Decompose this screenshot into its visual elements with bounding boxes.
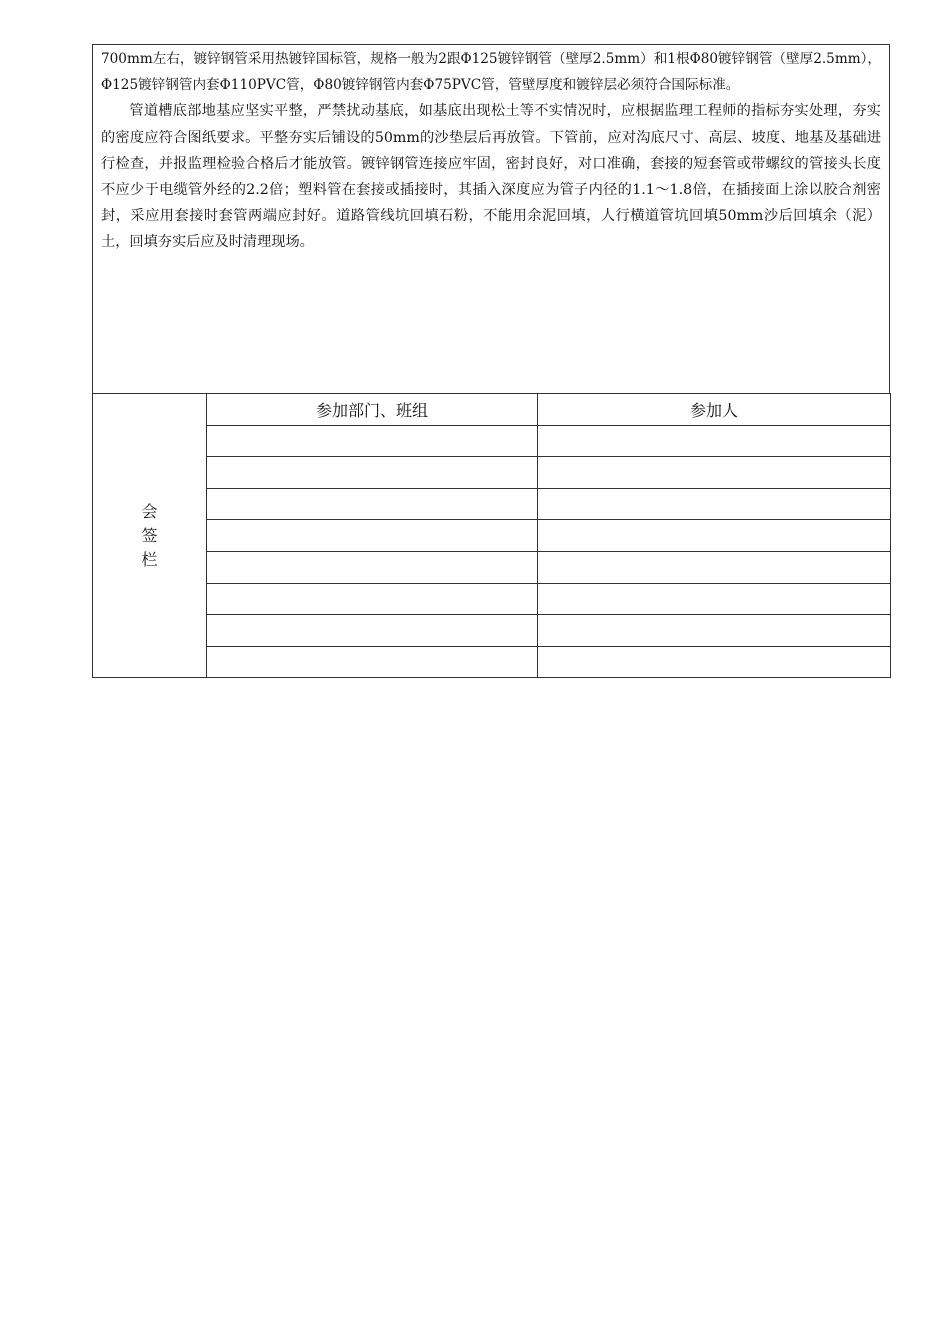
- signoff-row: [93, 425, 891, 457]
- participant-cell[interactable]: [538, 425, 891, 457]
- participant-cell[interactable]: [538, 615, 891, 647]
- participant-cell[interactable]: [538, 583, 891, 615]
- participant-cell[interactable]: [538, 457, 891, 489]
- signoff-label-char: 会: [141, 501, 158, 521]
- participant-cell[interactable]: [538, 488, 891, 520]
- signoff-row: [93, 551, 891, 583]
- signoff-label-cell: [93, 394, 207, 678]
- description-box: [92, 44, 890, 394]
- department-cell[interactable]: [207, 520, 538, 552]
- signoff-label: [141, 500, 157, 572]
- department-cell[interactable]: [207, 551, 538, 583]
- department-cell[interactable]: [207, 615, 538, 647]
- participant-cell[interactable]: [538, 520, 891, 552]
- document-page: [92, 44, 890, 678]
- signoff-label-char: 栏: [141, 549, 158, 569]
- signoff-table: [92, 393, 891, 678]
- paragraph-pipe-spec: 700mm左右，镀锌钢管采用热镀锌国标管，规格一般为2跟Φ125镀锌钢管（壁厚2.5mm）和1根Φ80镀锌钢管（壁厚2.5mm），Φ125镀锌钢管内套Φ110PVC管，Φ80镀锌钢管内套Φ75PVC管，管壁厚度和镀锌层必须符合国际标准。: [101, 51, 881, 94]
- signoff-row: [93, 583, 891, 615]
- paragraph-trench-works: 管道槽底部地基应坚实平整，严禁扰动基底，如基底出现松土等不实情况时，应根据监理工程师的指标夯实处理，夯实的密度应符合图纸要求。平整夯实后铺设的50mm的沙垫层后再放管。下管前，应对沟底尺寸、高层、坡度、地基及基础进行检查，并报监理检验合格后才能放管。镀锌钢管连接应牢固，密封良好，对口准确，套接的短套管或带螺纹的管接头长度不应少于电缆管外经的2.2倍；塑料管在套接或插接时，其插入深度应为管子内径的1.1～1.8倍，在插接面上涂以胶合剂密封，采应用套接时套管两端应封好。道路管线坑回填石粉，不能用余泥回填，人行横道管坑回填50mm沙后回填余（泥）土，回填夯实后应及时清理现场。: [101, 103, 881, 251]
- signoff-header-row: [93, 394, 891, 426]
- signoff-row: [93, 457, 891, 489]
- signoff-row: [93, 646, 891, 678]
- department-cell[interactable]: [207, 583, 538, 615]
- department-cell[interactable]: [207, 488, 538, 520]
- department-cell[interactable]: [207, 457, 538, 489]
- signoff-row: [93, 488, 891, 520]
- department-cell[interactable]: [207, 425, 538, 457]
- signoff-label-char: 签: [141, 525, 158, 545]
- participant-cell[interactable]: [538, 551, 891, 583]
- column-header-department: 参加部门、班组: [207, 394, 538, 426]
- signoff-row: [93, 520, 891, 552]
- participant-cell[interactable]: [538, 646, 891, 678]
- department-cell[interactable]: [207, 646, 538, 678]
- signoff-row: [93, 615, 891, 647]
- column-header-participant: 参加人: [538, 394, 891, 426]
